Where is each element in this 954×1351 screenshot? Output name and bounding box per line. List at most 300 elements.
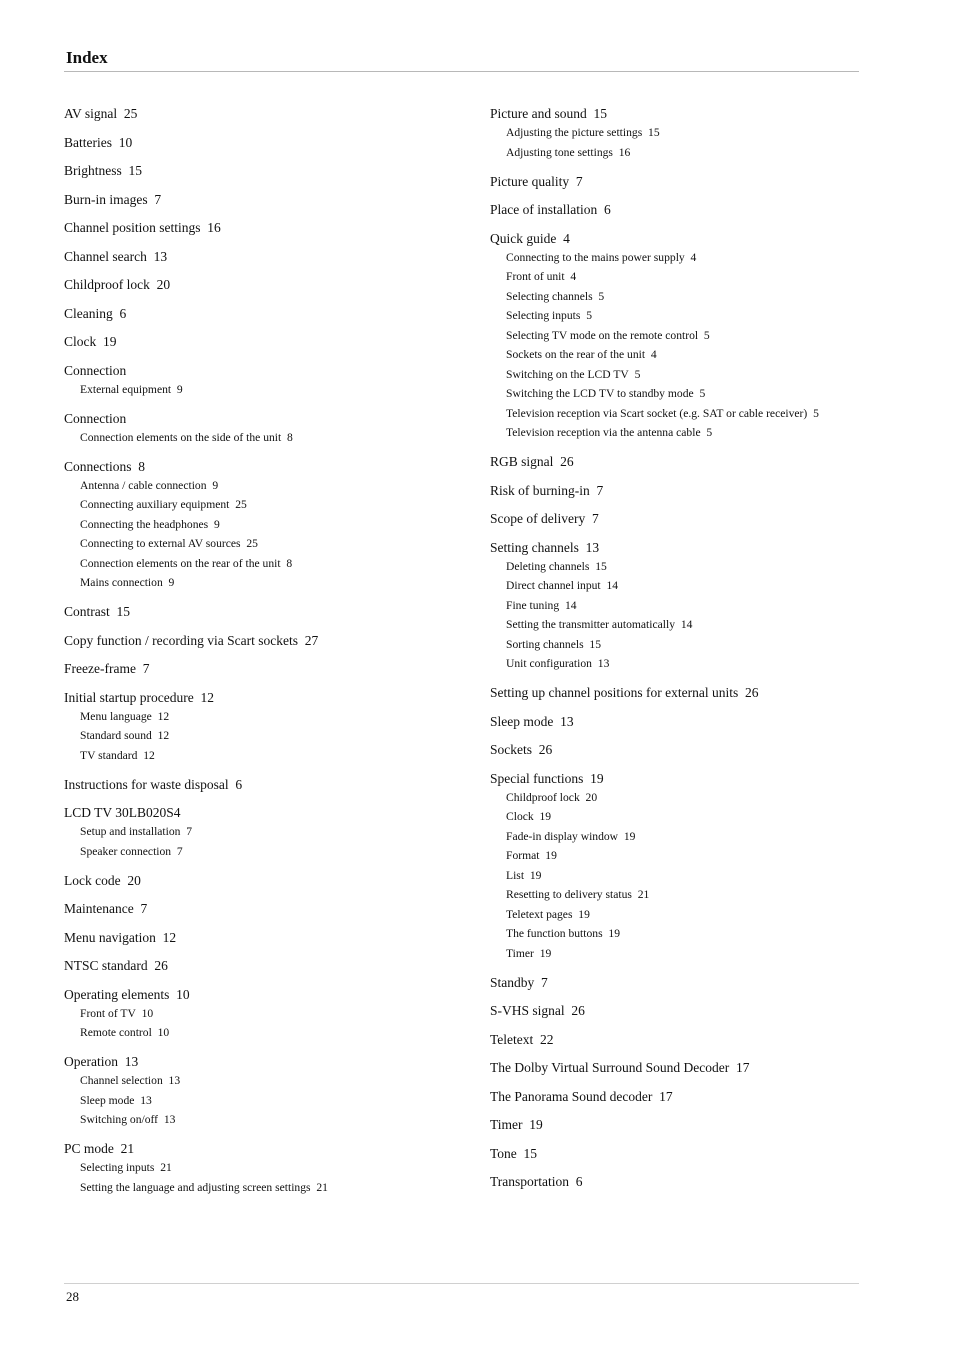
index-page-ref: 9 — [168, 576, 175, 589]
index-term-text: Sleep mode — [490, 713, 554, 729]
index-subterm — [490, 596, 870, 616]
index-term-text: RGB signal — [490, 454, 554, 469]
index-term — [490, 538, 870, 557]
index-term-text: Cleaning — [64, 305, 113, 321]
index-page-ref: 7 — [154, 191, 162, 207]
index-subterm — [64, 1091, 474, 1111]
index-entry — [64, 985, 474, 1043]
index-subterm-text: Switching on the LCD TV — [506, 367, 629, 381]
index-term-text: NTSC standard — [64, 958, 148, 973]
index-page-ref: 26 — [560, 454, 574, 469]
index-term-text: Standby — [490, 974, 535, 990]
index-subterm — [490, 123, 870, 143]
index-page-ref: 17 — [659, 1088, 673, 1104]
index-term-text: Burn-in images — [64, 191, 148, 207]
index-page-ref: 7 — [142, 661, 150, 676]
index-page-ref: 19 — [545, 849, 557, 862]
index-term — [64, 457, 474, 476]
index-term-text: Picture and sound — [490, 106, 587, 121]
index-term-text: Risk of burning-in — [490, 482, 590, 498]
index-entry — [64, 332, 474, 351]
index-term-text: Channel search — [64, 248, 147, 264]
index-entry — [490, 740, 870, 759]
index-page-ref: 19 — [608, 927, 620, 940]
index-subterm — [490, 248, 870, 268]
index-term — [490, 1087, 870, 1106]
index-term — [64, 361, 474, 380]
index-entry — [64, 1052, 474, 1130]
index-subterm-text: Mains connection — [80, 576, 163, 589]
index-page-ref: 5 — [634, 367, 641, 381]
index-entry — [490, 1115, 870, 1134]
index-subterm-text: Front of TV — [80, 1006, 136, 1020]
index-page-ref: 21 — [316, 1180, 328, 1194]
index-entry — [64, 928, 474, 947]
index-term-text: LCD TV 30LB020S4 — [64, 805, 181, 820]
index-page-ref: 26 — [571, 1003, 585, 1018]
index-page-ref: 17 — [736, 1060, 750, 1075]
index-subterm-text: Setting the transmitter automatically — [506, 618, 676, 631]
index-subterm — [64, 1158, 474, 1178]
index-page-ref: 15 — [595, 559, 607, 573]
index-entry — [64, 659, 474, 678]
index-entry — [490, 1087, 870, 1106]
index-page-ref: 5 — [703, 328, 710, 342]
index-page-ref: 14 — [564, 598, 577, 612]
index-page-ref: 6 — [119, 305, 127, 321]
index-term — [64, 871, 474, 890]
index-subterm — [64, 1178, 474, 1198]
index-term — [64, 899, 474, 918]
index-term — [490, 200, 870, 219]
index-term — [490, 973, 870, 992]
index-subterm — [490, 423, 870, 443]
index-subterm-text: Television reception via Scart socket (e.g. SAT or cable receiver) — [506, 406, 808, 420]
index-page-ref: 9 — [212, 478, 219, 492]
index-entry — [490, 1058, 870, 1077]
index-term — [64, 803, 474, 822]
index-subterm-text: Switching the LCD TV to standby mode — [506, 387, 694, 400]
index-subterm — [490, 576, 870, 596]
index-term — [64, 133, 474, 152]
index-subterm-text: TV standard — [80, 748, 138, 762]
index-page-ref: 4 — [563, 230, 570, 246]
index-page-ref: 25 — [235, 498, 247, 511]
index-subterm — [64, 707, 474, 727]
index-term — [490, 740, 870, 759]
index-subterm-text: Switching on/off — [80, 1113, 159, 1126]
index-page-ref: 14 — [606, 579, 619, 592]
index-entry — [64, 457, 474, 593]
index-column-left — [64, 104, 474, 1207]
index-term-text: Special functions — [490, 770, 584, 786]
index-term-text: Instructions for waste disposal — [64, 776, 229, 792]
index-subterm-text: Channel selection — [80, 1074, 163, 1087]
index-subterm-text: Fade-in display window — [506, 829, 619, 843]
index-entry — [64, 688, 474, 766]
index-page-ref: 15 — [589, 637, 601, 651]
index-page-ref: 7 — [186, 825, 193, 838]
index-term-text: Connections — [64, 458, 132, 474]
index-page-ref: 15 — [523, 1145, 538, 1161]
index-term — [64, 775, 474, 794]
index-page-ref: 6 — [603, 202, 611, 217]
index-page-ref: 6 — [235, 776, 243, 792]
index-subterm-text: Menu language — [80, 709, 152, 723]
index-term-text: Lock code — [64, 872, 121, 888]
index-term-text: Setting up channel positions for external units — [490, 685, 739, 700]
index-term — [490, 683, 870, 702]
index-page-ref: 8 — [286, 556, 293, 570]
index-subterm — [64, 428, 474, 448]
index-term — [64, 659, 474, 678]
index-term-text: Picture quality — [490, 173, 570, 189]
index-subterm-text: External equipment — [80, 382, 172, 396]
index-subterm — [64, 476, 474, 496]
index-subterm — [64, 746, 474, 766]
index-entry — [490, 452, 870, 471]
index-term — [64, 688, 474, 707]
index-subterm-text: Direct channel input — [506, 579, 601, 592]
index-term-text: Place of installation — [490, 202, 598, 217]
index-page-ref: 9 — [213, 517, 220, 531]
index-subterm-text: Selecting TV mode on the remote control — [506, 328, 699, 342]
index-subterm — [490, 557, 870, 577]
index-subterm — [64, 380, 474, 400]
index-subterm — [64, 534, 474, 554]
index-term-text: Timer — [490, 1117, 523, 1132]
index-entry — [490, 229, 870, 443]
index-subterm — [490, 924, 870, 944]
index-page-ref: 5 — [598, 289, 605, 303]
index-subterm-text: Format — [506, 849, 540, 862]
index-term — [64, 1052, 474, 1071]
index-page-ref: 12 — [162, 929, 177, 945]
index-entry — [64, 161, 474, 180]
index-page-ref: 25 — [123, 106, 138, 121]
index-subterm — [490, 143, 870, 163]
index-page-ref: 16 — [207, 220, 221, 235]
index-subterm-text: Adjusting the picture settings — [506, 126, 643, 139]
index-page-ref: 5 — [706, 426, 713, 439]
index-page-ref: 15 — [128, 163, 143, 178]
index-entry — [490, 1030, 870, 1049]
index-term-text: Transportation — [490, 1174, 570, 1189]
index-subterm-text: Selecting inputs — [506, 309, 581, 322]
index-term-text: Operation — [64, 1054, 118, 1069]
index-term — [64, 631, 474, 650]
index-term — [64, 332, 474, 351]
index-page-ref: 19 — [539, 810, 552, 823]
index-term — [64, 275, 474, 294]
index-subterm-text: Deleting channels — [506, 559, 590, 573]
index-subterm-text: Television reception via the antenna cable — [506, 426, 701, 439]
index-subterm — [490, 866, 870, 886]
index-entry — [490, 769, 870, 964]
index-term-text: Connection — [64, 362, 127, 378]
index-subterm-text: Connecting to external AV sources — [80, 537, 241, 550]
index-entry — [490, 1144, 870, 1163]
index-page-ref: 4 — [690, 250, 697, 264]
index-term — [490, 1115, 870, 1134]
index-term-text: Quick guide — [490, 230, 557, 246]
index-subterm — [64, 1004, 474, 1024]
index-entry — [490, 481, 870, 500]
index-page-ref: 22 — [540, 1031, 554, 1047]
index-page-ref: 10 — [157, 1026, 170, 1039]
index-subterm-text: Antenna / cable connection — [80, 478, 207, 492]
index-page-ref: 26 — [538, 742, 553, 757]
index-term-text: Batteries — [64, 134, 112, 150]
index-subterm-text: Timer — [506, 946, 534, 960]
index-entry — [64, 803, 474, 861]
index-entry — [490, 712, 870, 731]
index-subterm — [64, 495, 474, 515]
index-page-ref: 10 — [141, 1006, 154, 1020]
index-term-text: Copy function / recording via Scart sockets — [64, 632, 298, 648]
index-page-ref: 21 — [120, 1141, 135, 1156]
index-term — [490, 1001, 870, 1020]
index-subterm — [64, 1023, 474, 1043]
index-term-text: Teletext — [490, 1031, 534, 1047]
index-subterm-text: Remote control — [80, 1026, 152, 1039]
index-subterm-text: Connecting the headphones — [80, 517, 209, 531]
index-page-ref: 7 — [596, 482, 604, 498]
index-term-text: Menu navigation — [64, 929, 156, 945]
index-page-ref: 21 — [160, 1161, 172, 1174]
index-page-ref: 13 — [560, 713, 574, 729]
index-entry — [64, 1139, 474, 1197]
index-term — [490, 104, 870, 123]
index-page-ref: 19 — [529, 1117, 543, 1132]
index-subterm — [64, 554, 474, 574]
index-term — [64, 218, 474, 237]
index-subterm-text: Connecting auxiliary equipment — [80, 498, 230, 511]
index-term-text: The Panorama Sound decoder — [490, 1088, 653, 1104]
index-subterm — [490, 635, 870, 655]
page-title: Index — [66, 48, 108, 67]
index-page-ref: 19 — [590, 770, 604, 786]
index-subterm — [490, 326, 870, 346]
index-page-ref: 19 — [103, 334, 117, 349]
index-term-text: Freeze-frame — [64, 661, 136, 676]
index-subterm — [64, 1110, 474, 1130]
index-entry — [64, 602, 474, 621]
index-term — [64, 304, 474, 323]
index-entry — [490, 538, 870, 674]
index-page-ref: 13 — [597, 657, 610, 670]
index-term-text: Connection — [64, 410, 127, 426]
index-page-ref: 12 — [143, 748, 155, 762]
index-subterm — [490, 807, 870, 827]
index-term — [64, 161, 474, 180]
index-entry — [490, 973, 870, 992]
index-term-text: Contrast — [64, 604, 110, 619]
index-term — [490, 481, 870, 500]
index-term-text: The Dolby Virtual Surround Sound Decoder — [490, 1060, 730, 1075]
index-entry — [64, 190, 474, 209]
index-entry — [64, 104, 474, 123]
index-term-text: Tone — [490, 1145, 517, 1161]
index-page-ref: 7 — [575, 173, 583, 189]
index-subterm — [490, 365, 870, 385]
index-term — [64, 602, 474, 621]
index-subterm — [64, 515, 474, 535]
index-entry — [64, 899, 474, 918]
index-term-text: Childproof lock — [64, 277, 150, 292]
index-term — [64, 1139, 474, 1158]
index-page-ref: 13 — [163, 1113, 176, 1126]
index-page-ref: 6 — [575, 1174, 583, 1189]
index-column-right — [490, 104, 870, 1201]
index-term-text: Scope of delivery — [490, 511, 586, 526]
index-subterm — [64, 842, 474, 862]
index-subterm — [490, 846, 870, 866]
index-term-text: AV signal — [64, 106, 118, 121]
index-subterm — [490, 384, 870, 404]
index-subterm-text: Standard sound — [80, 729, 152, 742]
index-page-ref: 13 — [124, 1054, 139, 1069]
index-subterm — [64, 573, 474, 593]
index-page-ref: 4 — [650, 348, 657, 361]
index-entry — [490, 172, 870, 191]
index-page-ref: 10 — [118, 134, 133, 150]
index-page-ref: 13 — [168, 1074, 181, 1087]
index-subterm-text: Selecting inputs — [80, 1161, 155, 1174]
index-subterm — [490, 905, 870, 925]
index-term-text: Sockets — [490, 742, 532, 757]
index-subterm-text: Connection elements on the rear of the unit — [80, 556, 281, 570]
index-subterm-text: List — [506, 868, 525, 882]
index-page-ref: 5 — [699, 387, 706, 400]
index-entry — [64, 775, 474, 794]
index-subterm-text: Sorting channels — [506, 637, 584, 651]
index-term — [490, 1030, 870, 1049]
index-term-text: Initial startup procedure — [64, 689, 194, 705]
index-entry — [64, 304, 474, 323]
index-term — [490, 1172, 870, 1191]
index-term — [490, 769, 870, 788]
index-page-ref: 21 — [637, 888, 650, 901]
index-subterm — [490, 827, 870, 847]
index-term — [490, 509, 870, 528]
index-page-ref: 15 — [648, 126, 660, 139]
index-page-ref: 15 — [116, 604, 130, 619]
index-term — [64, 104, 474, 123]
index-page-ref: 12 — [157, 729, 170, 742]
index-page-ref: 19 — [529, 868, 542, 882]
index-subterm-text: Teletext pages — [506, 907, 573, 921]
index-entry — [64, 218, 474, 237]
index-subterm — [64, 726, 474, 746]
index-page-ref: 13 — [140, 1093, 152, 1107]
index-entry — [64, 956, 474, 975]
page-number: 28 — [66, 1289, 79, 1304]
index-subterm-text: Sleep mode — [80, 1093, 135, 1107]
index-entry — [64, 275, 474, 294]
index-term — [490, 172, 870, 191]
index-page-ref: 8 — [138, 458, 145, 474]
index-term — [64, 409, 474, 428]
index-entry — [64, 361, 474, 400]
index-subterm — [490, 267, 870, 287]
index-term-text: S-VHS signal — [490, 1003, 565, 1018]
index-subterm — [490, 654, 870, 674]
index-subterm-text: Childproof lock — [506, 790, 580, 804]
index-entry — [64, 871, 474, 890]
index-term-text: Clock — [64, 334, 97, 349]
index-term — [64, 985, 474, 1004]
index-subterm — [490, 788, 870, 808]
index-subterm — [490, 404, 870, 424]
index-page-ref: 13 — [585, 539, 600, 555]
index-term — [490, 1144, 870, 1163]
index-page-ref: 19 — [578, 907, 590, 921]
index-page-ref: 19 — [539, 946, 552, 960]
index-term — [490, 229, 870, 248]
index-page-ref: 7 — [591, 511, 599, 526]
index-term-text: Operating elements — [64, 986, 170, 1002]
index-page-ref: 14 — [680, 618, 693, 631]
index-term-text: Maintenance — [64, 901, 134, 916]
index-page-ref: 10 — [176, 986, 190, 1002]
index-page-ref: 25 — [246, 537, 258, 550]
index-entry — [64, 133, 474, 152]
index-subterm-text: Speaker connection — [80, 844, 172, 858]
page-footer — [64, 1283, 859, 1304]
index-entry — [490, 104, 870, 162]
index-entry — [64, 631, 474, 650]
index-entry — [490, 683, 870, 702]
index-subterm — [490, 287, 870, 307]
index-page-ref: 9 — [176, 382, 183, 396]
index-page-ref: 27 — [304, 632, 319, 648]
index-subterm-text: Connecting to the mains power supply — [506, 250, 685, 264]
index-page-ref: 13 — [153, 248, 168, 264]
index-subterm — [490, 885, 870, 905]
index-subterm-text: Selecting channels — [506, 289, 593, 303]
index-subterm-text: Setup and installation — [80, 825, 181, 838]
index-term-text: Setting channels — [490, 539, 579, 555]
index-page-ref: 16 — [618, 145, 631, 159]
index-page-ref: 5 — [813, 406, 819, 420]
index-page-ref: 7 — [176, 844, 183, 858]
index-term-text: Brightness — [64, 163, 122, 178]
index-entry — [490, 200, 870, 219]
index-page-ref: 12 — [200, 689, 214, 705]
index-term — [490, 1058, 870, 1077]
index-page-ref: 20 — [127, 872, 141, 888]
index-entry — [64, 247, 474, 266]
index-subterm-text: Unit configuration — [506, 657, 592, 670]
index-entry — [64, 409, 474, 448]
index-page-ref: 20 — [156, 277, 171, 292]
index-page-ref: 19 — [623, 829, 636, 843]
index-page-ref: 4 — [570, 270, 577, 283]
index-page-ref: 7 — [541, 974, 548, 990]
index-subterm-text: Adjusting tone settings — [506, 145, 613, 159]
index-page-ref: 12 — [157, 709, 170, 723]
index-entry — [490, 1172, 870, 1191]
index-subterm-text: The function buttons — [506, 927, 603, 940]
index-subterm — [490, 615, 870, 635]
index-page-ref: 26 — [744, 685, 759, 700]
index-page-ref: 15 — [593, 106, 607, 121]
index-entry — [490, 1001, 870, 1020]
index-page-ref: 5 — [586, 309, 592, 322]
index-term — [64, 190, 474, 209]
index-term — [490, 452, 870, 471]
